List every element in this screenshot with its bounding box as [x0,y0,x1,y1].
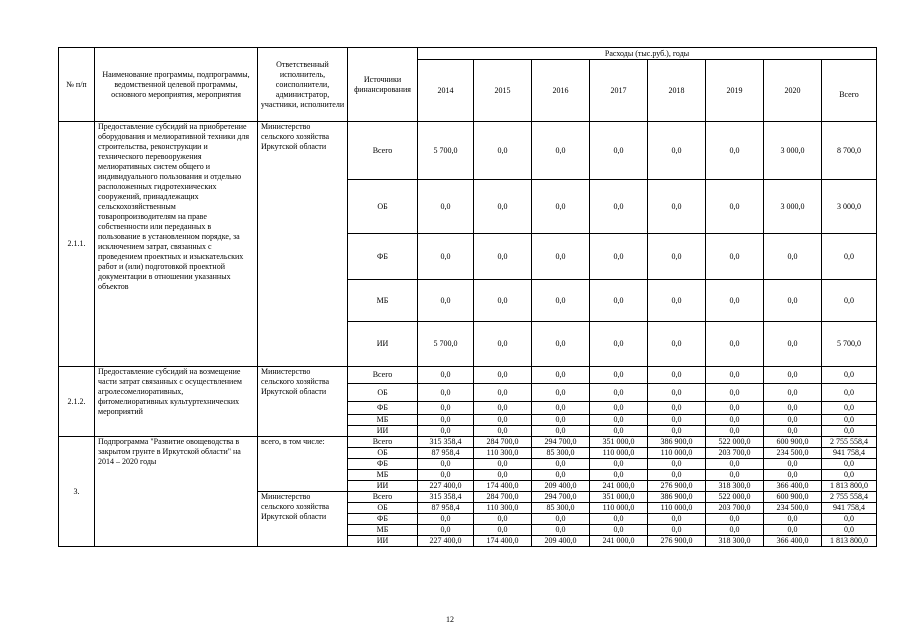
source-cell: ОБ [348,448,418,459]
header-name: Наименование программы, подпрограммы, ведомственной целевой программы, основного мероприятия, мероприятия [95,48,258,122]
value-cell: 0,0 [532,426,590,437]
source-cell: ФБ [348,234,418,280]
value-cell: 110 000,0 [590,503,648,514]
header-total: Всего [822,60,877,122]
value-cell: 0,0 [706,234,764,280]
value-cell: 0,0 [532,384,590,402]
value-cell: 0,0 [648,180,706,234]
value-cell: 5 700,0 [822,322,877,367]
value-cell: 227 400,0 [418,536,474,547]
value-cell: 0,0 [590,180,648,234]
value-cell: 0,0 [418,514,474,525]
value-cell: 0,0 [532,367,590,384]
value-cell: 0,0 [532,322,590,367]
value-cell: 522 000,0 [706,492,764,503]
source-cell: МБ [348,525,418,536]
value-cell: 0,0 [590,525,648,536]
value-cell: 386 900,0 [648,437,706,448]
value-cell: 0,0 [418,426,474,437]
value-cell: 110 300,0 [474,503,532,514]
value-cell: 0,0 [474,470,532,481]
source-cell: ИИ [348,481,418,492]
value-cell: 0,0 [764,525,822,536]
value-cell: 0,0 [474,384,532,402]
value-cell: 0,0 [648,470,706,481]
table-body [59,48,877,547]
value-cell: 0,0 [474,122,532,180]
value-cell: 0,0 [474,367,532,384]
header-year: 2018 [648,60,706,122]
value-cell: 0,0 [474,426,532,437]
value-cell: 284 700,0 [474,492,532,503]
value-cell: 0,0 [822,280,877,322]
value-cell: 0,0 [706,402,764,415]
value-cell: 0,0 [648,384,706,402]
value-cell: 0,0 [590,367,648,384]
value-cell: 0,0 [822,426,877,437]
value-cell: 0,0 [418,415,474,426]
value-cell: 0,0 [532,234,590,280]
value-cell: 0,0 [764,384,822,402]
value-cell: 0,0 [648,367,706,384]
header-num: № п/п [59,48,95,122]
value-cell: 0,0 [648,122,706,180]
value-cell: 0,0 [532,415,590,426]
value-cell: 0,0 [418,367,474,384]
source-cell: МБ [348,415,418,426]
value-cell: 0,0 [822,514,877,525]
value-cell: 0,0 [474,180,532,234]
responsible-executor: всего, в том числе: [258,437,348,492]
value-cell: 0,0 [590,122,648,180]
value-cell: 87 958,4 [418,503,474,514]
header-source: Источники финансирования [348,48,418,122]
value-cell: 0,0 [764,367,822,384]
value-cell: 0,0 [764,322,822,367]
value-cell: 0,0 [474,234,532,280]
value-cell: 0,0 [764,234,822,280]
value-cell: 0,0 [648,402,706,415]
value-cell: 0,0 [590,234,648,280]
value-cell: 241 000,0 [590,481,648,492]
value-cell: 600 900,0 [764,437,822,448]
value-cell: 0,0 [706,459,764,470]
value-cell: 0,0 [822,459,877,470]
header-year: 2019 [706,60,764,122]
value-cell: 0,0 [418,234,474,280]
value-cell: 0,0 [706,525,764,536]
value-cell: 8 700,0 [822,122,877,180]
value-cell: 0,0 [706,367,764,384]
value-cell: 0,0 [590,514,648,525]
value-cell: 351 000,0 [590,492,648,503]
value-cell: 1 813 800,0 [822,481,877,492]
value-cell: 0,0 [532,470,590,481]
header-year: 2015 [474,60,532,122]
value-cell: 110 000,0 [648,503,706,514]
value-cell: 0,0 [418,180,474,234]
value-cell: 315 358,4 [418,437,474,448]
table-row [59,122,877,180]
value-cell: 0,0 [822,367,877,384]
value-cell: 0,0 [822,470,877,481]
value-cell: 0,0 [474,322,532,367]
source-cell: ФБ [348,459,418,470]
value-cell: 0,0 [474,280,532,322]
subprogram-name: Подпрограмма "Развитие овощеводства в закрытом грунте в Иркутской области" на 2014 – 2020 годы [95,437,258,547]
value-cell: 0,0 [822,234,877,280]
value-cell: 0,0 [474,525,532,536]
value-cell: 0,0 [706,122,764,180]
header-year: 2014 [418,60,474,122]
value-cell: 0,0 [764,280,822,322]
measure-name: Предоставление субсидий на возмещение части затрат связанных с осуществлением агролесомелиоративных, фитомелиоративных культуртехнических мероприятий [95,367,258,437]
value-cell: 0,0 [474,415,532,426]
source-cell: ОБ [348,180,418,234]
value-cell: 0,0 [648,234,706,280]
value-cell: 209 400,0 [532,536,590,547]
value-cell: 276 900,0 [648,536,706,547]
value-cell: 0,0 [706,470,764,481]
value-cell: 0,0 [706,322,764,367]
value-cell: 234 500,0 [764,503,822,514]
value-cell: 0,0 [532,514,590,525]
value-cell: 0,0 [822,402,877,415]
value-cell: 351 000,0 [590,437,648,448]
value-cell: 0,0 [764,426,822,437]
value-cell: 110 000,0 [648,448,706,459]
value-cell: 0,0 [532,122,590,180]
value-cell: 0,0 [648,426,706,437]
source-cell: ФБ [348,514,418,525]
value-cell: 0,0 [590,426,648,437]
header-row-1 [59,48,877,60]
source-cell: ОБ [348,503,418,514]
value-cell: 1 813 800,0 [822,536,877,547]
value-cell: 110 000,0 [590,448,648,459]
value-cell: 0,0 [590,459,648,470]
table-row [59,367,877,384]
value-cell: 2 755 558,4 [822,437,877,448]
source-cell: ИИ [348,536,418,547]
measure-name: Предоставление субсидий на приобретение оборудования и мелиоративной техники для строительства, реконструкции и технического перевооружения мелиоративных систем общего и индивидуального пользования и отдельно расположенных гидротехнических сооружений, принадлежащих сельскохозяйственным товаропроизводителям на праве собственности или переданных в пользование в установленном порядке, за исключением затрат, связанных с проведением проектных и изыскательских работ и (или) подготовкой проектной документации в отношении указанных объектов [95,122,258,367]
value-cell: 386 900,0 [648,492,706,503]
value-cell: 0,0 [474,459,532,470]
value-cell: 522 000,0 [706,437,764,448]
value-cell: 284 700,0 [474,437,532,448]
source-cell: ФБ [348,402,418,415]
value-cell: 318 300,0 [706,481,764,492]
header-year: 2016 [532,60,590,122]
value-cell: 0,0 [418,384,474,402]
row-number: 2.1.2. [59,367,95,437]
value-cell: 2 755 558,4 [822,492,877,503]
header-year: 2020 [764,60,822,122]
responsible-executor: Министерство сельского хозяйства Иркутской области [258,122,348,367]
value-cell: 209 400,0 [532,481,590,492]
header-responsible: Ответственный исполнитель, соисполнители, администратор, участники, исполнители [258,48,348,122]
value-cell: 0,0 [474,514,532,525]
value-cell: 5 700,0 [418,122,474,180]
value-cell: 0,0 [764,402,822,415]
value-cell: 0,0 [764,470,822,481]
value-cell: 0,0 [648,459,706,470]
value-cell: 0,0 [590,470,648,481]
value-cell: 0,0 [764,514,822,525]
value-cell: 0,0 [706,514,764,525]
value-cell: 0,0 [590,280,648,322]
value-cell: 0,0 [418,280,474,322]
value-cell: 0,0 [706,280,764,322]
value-cell: 366 400,0 [764,536,822,547]
page-number: 12 [446,615,454,624]
value-cell: 0,0 [590,402,648,415]
value-cell: 0,0 [532,180,590,234]
value-cell: 174 400,0 [474,536,532,547]
value-cell: 0,0 [474,402,532,415]
value-cell: 0,0 [648,415,706,426]
header-expenses: Расходы (тыс.руб.), годы [418,48,877,60]
value-cell: 0,0 [532,280,590,322]
source-cell: Всего [348,367,418,384]
responsible-executor: Министерство сельского хозяйства Иркутской области [258,367,348,437]
source-cell: ИИ [348,426,418,437]
source-cell: МБ [348,470,418,481]
value-cell: 0,0 [590,322,648,367]
value-cell: 3 000,0 [822,180,877,234]
value-cell: 0,0 [532,459,590,470]
value-cell: 85 300,0 [532,448,590,459]
value-cell: 0,0 [418,459,474,470]
header-year: 2017 [590,60,648,122]
value-cell: 294 700,0 [532,437,590,448]
value-cell: 0,0 [532,525,590,536]
source-cell: Всего [348,492,418,503]
source-cell: Всего [348,437,418,448]
value-cell: 0,0 [648,280,706,322]
value-cell: 0,0 [418,402,474,415]
value-cell: 5 700,0 [418,322,474,367]
value-cell: 203 700,0 [706,448,764,459]
value-cell: 234 500,0 [764,448,822,459]
value-cell: 0,0 [648,514,706,525]
source-cell: Всего [348,122,418,180]
budget-table [58,47,877,547]
value-cell: 0,0 [822,384,877,402]
value-cell: 0,0 [418,470,474,481]
value-cell: 0,0 [590,415,648,426]
row-number: 2.1.1. [59,122,95,367]
value-cell: 203 700,0 [706,503,764,514]
source-cell: МБ [348,280,418,322]
source-cell: ОБ [348,384,418,402]
value-cell: 0,0 [590,384,648,402]
responsible-executor: Министерство сельского хозяйства Иркутской области [258,492,348,547]
value-cell: 0,0 [764,415,822,426]
value-cell: 315 358,4 [418,492,474,503]
value-cell: 0,0 [706,426,764,437]
value-cell: 0,0 [532,402,590,415]
value-cell: 0,0 [822,525,877,536]
row-number: 3. [59,437,95,547]
table-row [59,437,877,448]
value-cell: 366 400,0 [764,481,822,492]
value-cell: 600 900,0 [764,492,822,503]
value-cell: 294 700,0 [532,492,590,503]
value-cell: 241 000,0 [590,536,648,547]
value-cell: 276 900,0 [648,481,706,492]
value-cell: 0,0 [706,384,764,402]
value-cell: 0,0 [418,525,474,536]
source-cell: ИИ [348,322,418,367]
value-cell: 3 000,0 [764,122,822,180]
value-cell: 0,0 [822,415,877,426]
value-cell: 87 958,4 [418,448,474,459]
value-cell: 85 300,0 [532,503,590,514]
value-cell: 318 300,0 [706,536,764,547]
value-cell: 110 300,0 [474,448,532,459]
value-cell: 0,0 [764,459,822,470]
value-cell: 941 758,4 [822,503,877,514]
value-cell: 941 758,4 [822,448,877,459]
value-cell: 0,0 [648,322,706,367]
value-cell: 0,0 [706,415,764,426]
value-cell: 227 400,0 [418,481,474,492]
value-cell: 0,0 [648,525,706,536]
value-cell: 3 000,0 [764,180,822,234]
value-cell: 174 400,0 [474,481,532,492]
value-cell: 0,0 [706,180,764,234]
